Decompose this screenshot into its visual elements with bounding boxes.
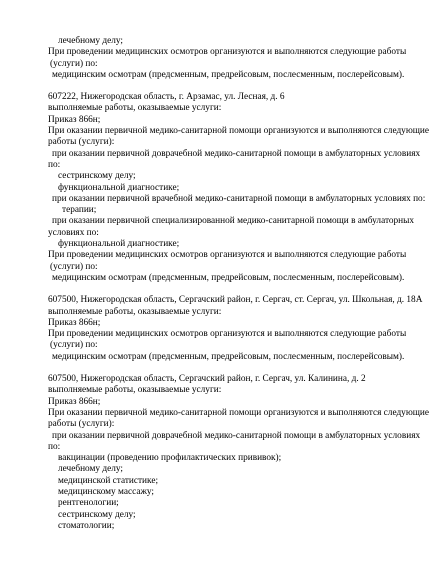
text-line: сестринскому делу; (58, 509, 136, 520)
text-line: сестринскому делу; (58, 171, 136, 182)
text-line: при оказании первичной доврачебной медико-санитарной помощи в амбулаторных условиях (52, 148, 421, 159)
text-line: выполняемые работы, оказываемые услуги: (48, 103, 222, 114)
text-line: выполняемые работы, оказываемые услуги: (48, 306, 222, 317)
text-line: стоматологии; (58, 520, 115, 531)
text-line: выполняемые работы, оказываемые услуги: (48, 385, 222, 396)
text-line: При оказании первичной медико-санитарной помощи организуются и выполняются следующие (48, 126, 430, 137)
text-line: (услуги) по: (50, 340, 98, 351)
text-line: лечебному делу; (58, 36, 123, 46)
text-line: медицинским осмотрам (предсменным, предрейсовым, послесменным, послерейсовым). (52, 69, 405, 80)
text-line: При проведении медицинских осмотров организуются и выполняются следующие работы (48, 47, 407, 58)
text-line: При проведении медицинских осмотров организуются и выполняются следующие работы (48, 329, 407, 340)
address-line: 607500, Нижегородская область, Сергачский район, г. Сергач, ул. Калинина, д. 2 (48, 374, 366, 385)
text-line: при оказании первичной специализированной медико-санитарной помощи в амбулаторных (52, 216, 415, 227)
text-line: функциональной диагностике; (58, 182, 180, 193)
text-line: терапии; (62, 205, 97, 216)
text-line: условиях по: (48, 227, 99, 238)
text-line: медицинским осмотрам (предсменным, предрейсовым, послесменным, послерейсовым). (52, 272, 405, 283)
text-line: (услуги) по: (50, 261, 98, 272)
text-line: медицинскому массажу; (58, 486, 154, 497)
paragraph-gap (48, 81, 408, 92)
address-line: 607500, Нижегородская область, Сергачский район, г. Сергач, ст. Сергач, ул. Школьная, д. 18А (48, 295, 423, 306)
text-line: Приказ 866н; (48, 396, 101, 407)
text-line: рентгенологии; (58, 498, 119, 509)
text-line: при оказании первичной доврачебной медико-санитарной помощи в амбулаторных условиях (52, 430, 421, 441)
text-line: вакцинации (проведению профилактических прививок); (58, 453, 282, 464)
text-line: При оказании первичной медико-санитарной помощи организуются и выполняются следующие (48, 407, 430, 418)
text-line: При проведении медицинских осмотров организуются и выполняются следующие работы (48, 250, 407, 261)
paragraph-gap (48, 284, 408, 295)
text-line: работы (услуги): (48, 137, 115, 148)
text-line: Приказ 866н; (48, 317, 101, 328)
text-line: Приказ 866н; (48, 114, 101, 125)
paragraph-gap (48, 363, 408, 374)
text-line: лечебному делу; (58, 464, 123, 475)
text-line: при оказании первичной врачебной медико-санитарной помощи в амбулаторных условиях по: (52, 193, 426, 204)
text-line: по: (48, 441, 61, 452)
text-line: медицинским осмотрам (предсменным, предрейсовым, послесменным, послерейсовым). (52, 351, 405, 362)
text-line: работы (услуги): (48, 419, 115, 430)
text-line: медицинской статистике; (58, 475, 159, 486)
address-line: 607222, Нижегородская область, г. Арзамас, ул. Лесная, д. 6 (48, 92, 285, 103)
document-page (48, 36, 430, 532)
text-line: функциональной диагностике; (58, 239, 180, 250)
text-line: (услуги) по: (50, 58, 98, 69)
text-line: по: (48, 159, 61, 170)
